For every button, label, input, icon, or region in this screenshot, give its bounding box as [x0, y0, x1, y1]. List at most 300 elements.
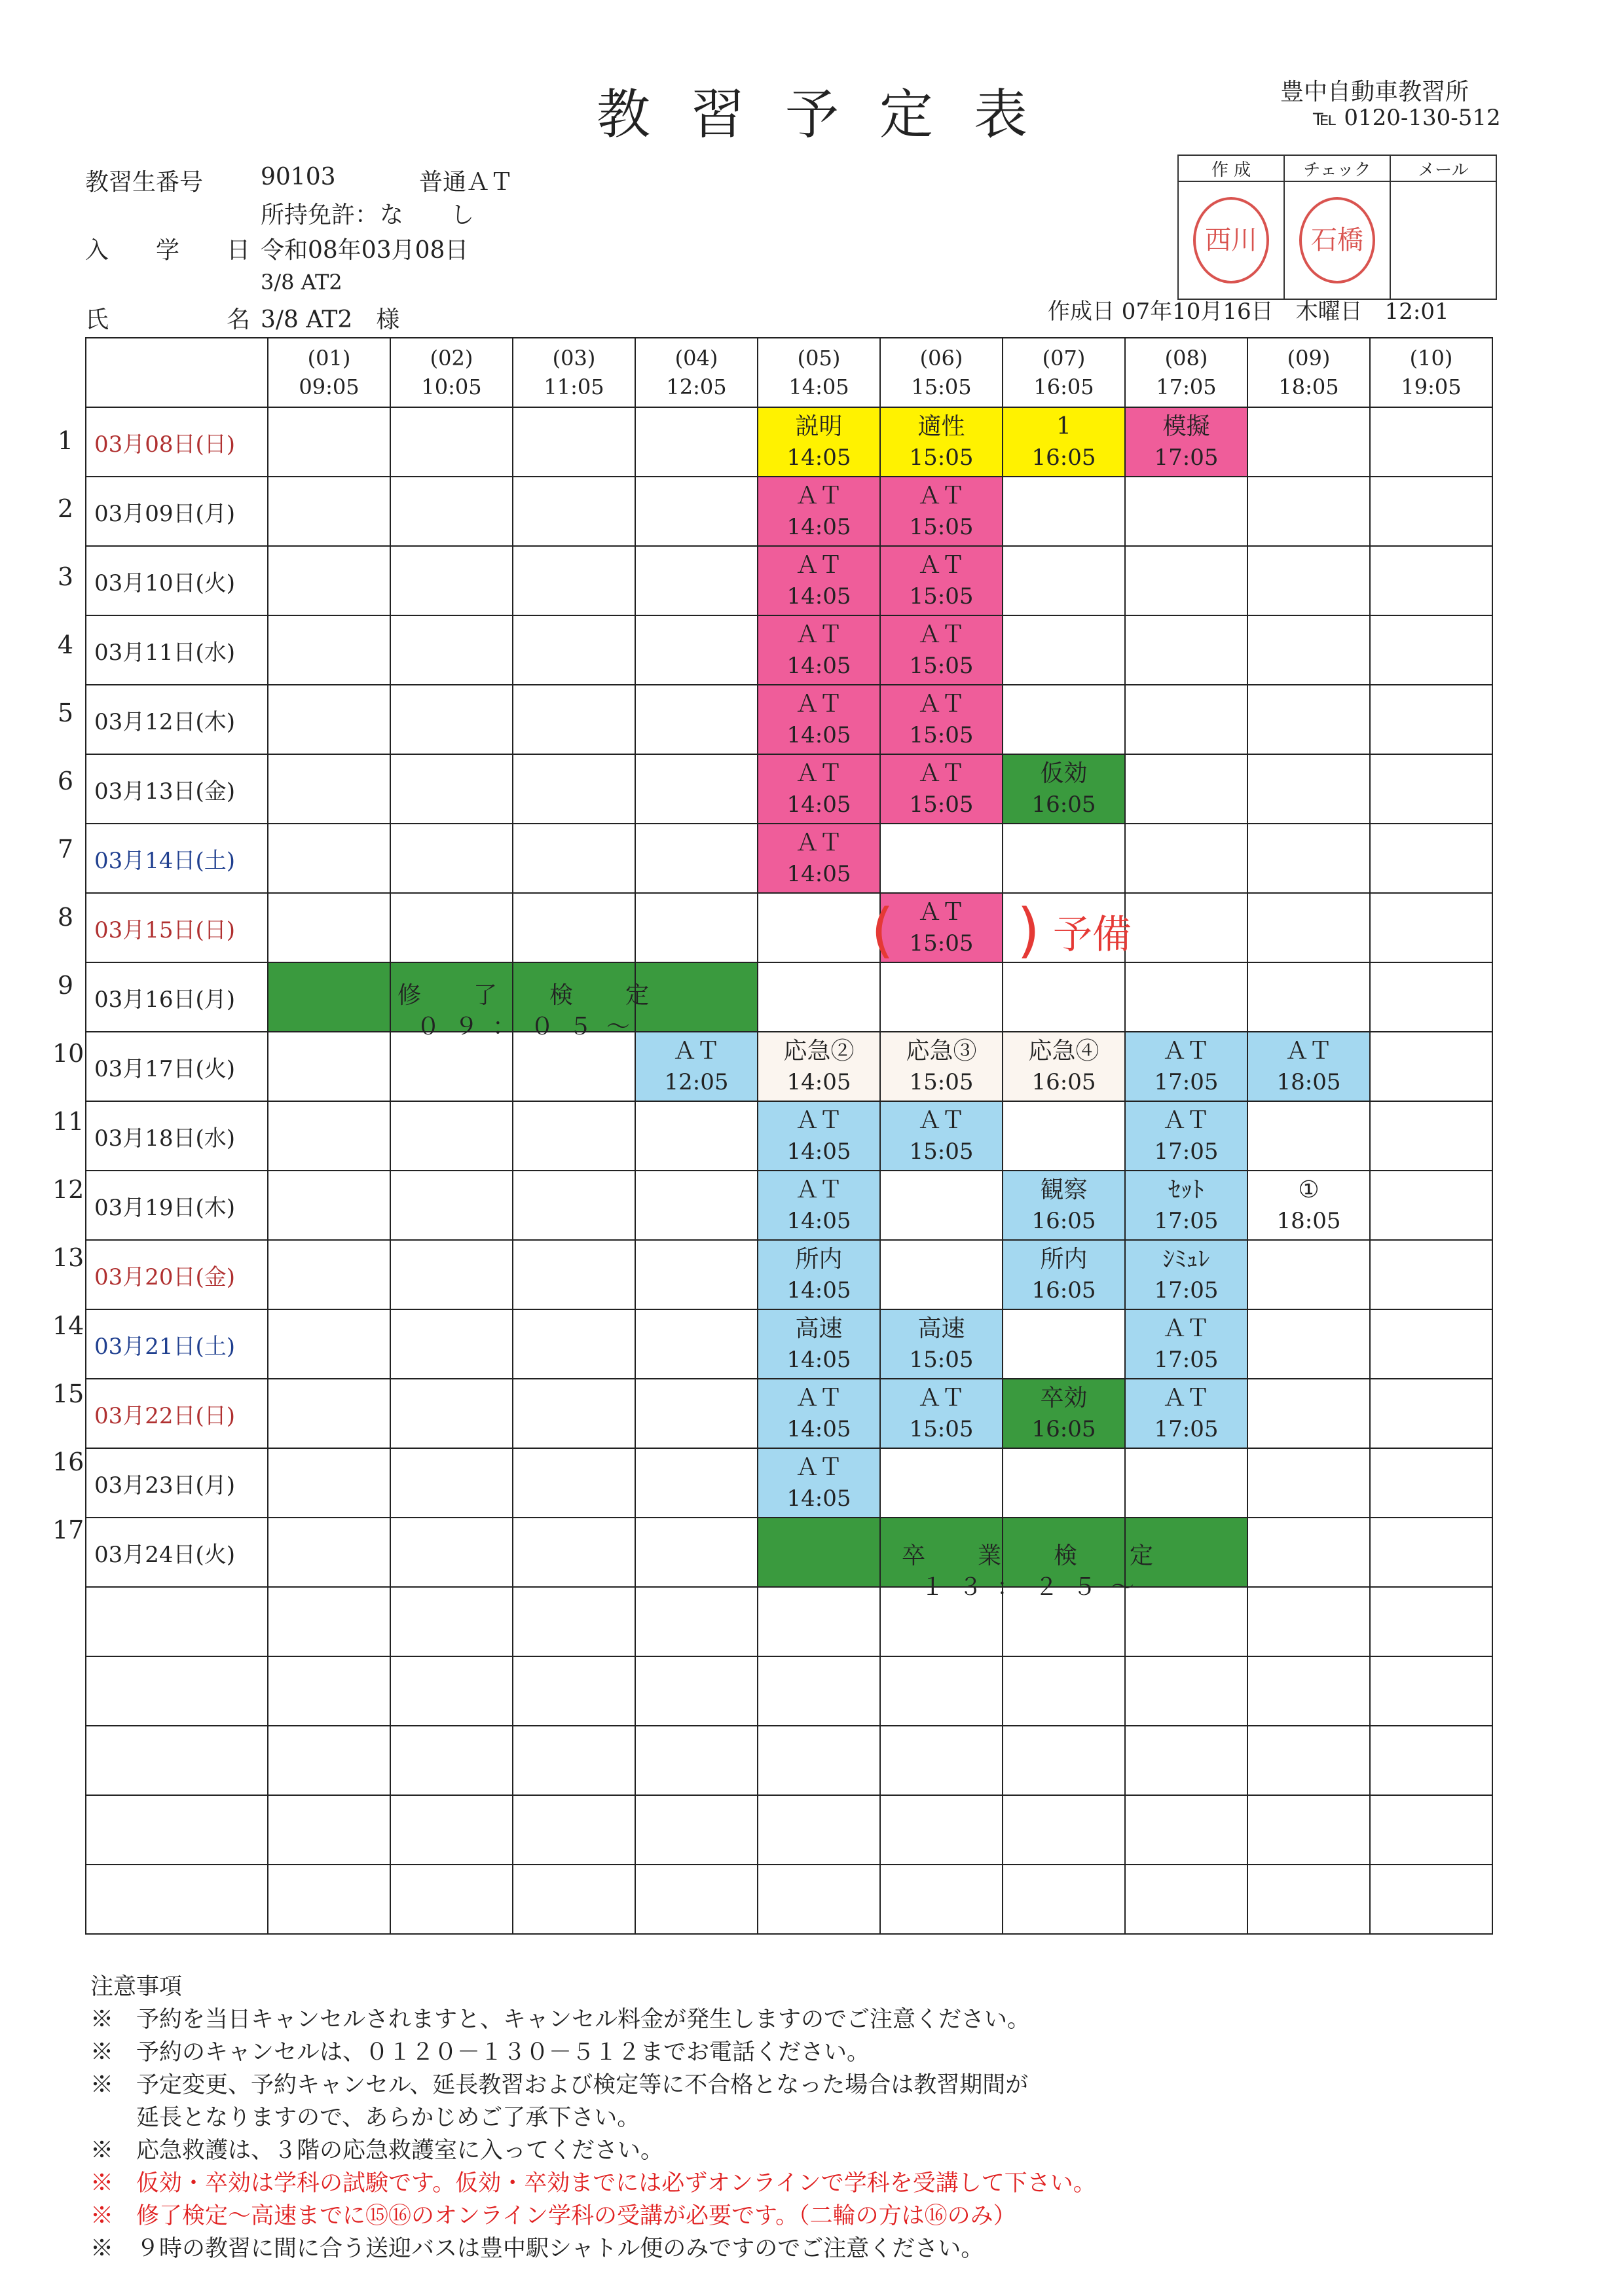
- lesson-time: 16:05: [1031, 1277, 1096, 1303]
- lesson-cell: [1370, 1171, 1492, 1240]
- stamp-header-check: チェック: [1284, 155, 1390, 181]
- period-header: [880, 338, 1003, 407]
- lesson-cell: [1003, 546, 1125, 615]
- period-number: (05): [797, 346, 841, 371]
- lesson-cell: [1370, 1240, 1492, 1309]
- lesson-cell: [1370, 1379, 1492, 1448]
- lesson-cell: [513, 407, 635, 477]
- lesson-time: 14:05: [786, 583, 851, 610]
- lesson-cell: [390, 1518, 513, 1587]
- row-number: 9: [57, 971, 74, 1000]
- lesson-cell: [758, 1240, 880, 1309]
- student-number: 90103: [261, 164, 336, 191]
- lesson-label: ＡＴ: [1162, 1315, 1210, 1342]
- lesson-time: 18:05: [1276, 1208, 1341, 1234]
- lesson-cell: [1247, 893, 1370, 962]
- completion-exam-banner: [347, 980, 714, 1043]
- lesson-time: 16:05: [1031, 1069, 1096, 1095]
- lesson-cell: [1125, 1032, 1247, 1101]
- lesson-cell: [1370, 1448, 1492, 1518]
- lesson-cell: [1247, 1865, 1370, 1934]
- lesson-time: 14:05: [786, 653, 851, 679]
- lesson-cell: [1370, 962, 1492, 1032]
- row-date: 03月18日(水): [86, 1101, 268, 1171]
- lesson-cell: [758, 754, 880, 824]
- lesson-cell: [1003, 685, 1125, 754]
- lesson-label: 応急④: [1028, 1038, 1099, 1065]
- note-item: ※ 予約のキャンセルは、０１２０－１３０－５１２までお電話ください。: [90, 2039, 870, 2066]
- lesson-cell: [513, 1726, 635, 1795]
- period-time: 18:05: [1278, 374, 1339, 399]
- lesson-cell: [880, 1865, 1003, 1934]
- lesson-cell: [880, 824, 1003, 893]
- stamp-header-mail: メール: [1390, 155, 1496, 181]
- lesson-cell: [635, 1171, 758, 1240]
- lesson-label: ＡＴ: [795, 483, 843, 509]
- lesson-time: 17:05: [1154, 1139, 1219, 1165]
- lesson-cell: [1247, 962, 1370, 1032]
- lesson-cell: [1125, 407, 1247, 477]
- period-number: (10): [1409, 346, 1453, 371]
- lesson-cell: [1370, 754, 1492, 824]
- lesson-cell: [390, 1795, 513, 1865]
- period-time: 14:05: [788, 374, 849, 399]
- lesson-time: 14:05: [786, 1069, 851, 1095]
- lesson-time: 17:05: [1154, 445, 1219, 471]
- lesson-cell: [1003, 615, 1125, 685]
- lesson-cell: [758, 1865, 880, 1934]
- lesson-cell: [513, 546, 635, 615]
- row-date: 03月14日(土): [86, 824, 268, 893]
- enroll-date: 令和08年03月08日: [261, 237, 469, 264]
- lesson-time: 14:05: [786, 1485, 851, 1512]
- lesson-cell: [1247, 1656, 1370, 1726]
- created-date: 作成日 07年10月16日 木曜日 12:01: [1048, 299, 1449, 325]
- lesson-cell: [1247, 1309, 1370, 1379]
- handwritten-reserve-note: 予備: [1053, 912, 1132, 958]
- lesson-cell: [268, 407, 390, 477]
- lesson-cell: [513, 1379, 635, 1448]
- lesson-cell: [1003, 1656, 1125, 1726]
- schedule-table: [85, 337, 1493, 1935]
- lesson-cell: [1247, 1795, 1370, 1865]
- seal-stamp-1: 西川: [1193, 197, 1269, 283]
- lesson-cell: [268, 1726, 390, 1795]
- lesson-time: 17:05: [1154, 1347, 1219, 1373]
- period-header: [513, 338, 635, 407]
- lesson-cell: [635, 407, 758, 477]
- row-number: 6: [57, 767, 74, 795]
- lesson-cell: [635, 754, 758, 824]
- lesson-cell: [1247, 1240, 1370, 1309]
- note-item: ※ ９時の教習に間に合う送迎バスは豊中駅シャトル便のみですのでご注意ください。: [90, 2236, 984, 2262]
- lesson-cell: [1247, 546, 1370, 615]
- lesson-cell: [513, 1656, 635, 1726]
- lesson-time: 15:05: [909, 653, 974, 679]
- lesson-cell: [1125, 1171, 1247, 1240]
- row-date: 03月15日(日): [86, 893, 268, 962]
- lesson-time: 14:05: [786, 1347, 851, 1373]
- lesson-cell: [635, 546, 758, 615]
- schedule-row: [86, 1032, 1492, 1101]
- lesson-cell: [513, 1101, 635, 1171]
- lesson-cell: [390, 615, 513, 685]
- row-date: 03月23日(月): [86, 1448, 268, 1518]
- lesson-cell: [1370, 685, 1492, 754]
- period-time: 09:05: [299, 374, 360, 399]
- schedule-row: [86, 824, 1492, 893]
- lesson-cell: [880, 1240, 1003, 1309]
- lesson-cell: [1125, 546, 1247, 615]
- period-time: 15:05: [911, 374, 972, 399]
- lesson-cell: [1247, 1171, 1370, 1240]
- lesson-cell: [635, 1865, 758, 1934]
- period-number: (07): [1042, 346, 1086, 371]
- lesson-time: 16:05: [1031, 1208, 1096, 1234]
- row-date: 03月16日(月): [86, 962, 268, 1032]
- lesson-label: ＡＴ: [795, 1176, 843, 1203]
- lesson-cell: [1003, 1171, 1125, 1240]
- row-date: 03月08日(日): [86, 407, 268, 477]
- lesson-cell: [880, 893, 1003, 962]
- lesson-time: 14:05: [786, 1277, 851, 1303]
- lesson-cell: [1247, 685, 1370, 754]
- lesson-cell: [1247, 1448, 1370, 1518]
- lesson-label: ＡＴ: [795, 552, 843, 579]
- lesson-cell: [390, 407, 513, 477]
- lesson-cell: [1003, 962, 1125, 1032]
- row-number: 13: [52, 1243, 84, 1272]
- lesson-cell: [513, 824, 635, 893]
- lesson-cell: [268, 546, 390, 615]
- lesson-time: 14:05: [786, 861, 851, 887]
- lesson-cell: [390, 685, 513, 754]
- lesson-label: ＡＴ: [1162, 1385, 1210, 1412]
- lesson-cell: [390, 1865, 513, 1934]
- lesson-cell: [1125, 615, 1247, 685]
- lesson-cell: [758, 615, 880, 685]
- period-header: [1247, 338, 1370, 407]
- name-label: 氏 名: [85, 306, 251, 333]
- lesson-time: 16:05: [1031, 1416, 1096, 1442]
- lesson-cell: [513, 754, 635, 824]
- lesson-time: 17:05: [1154, 1416, 1219, 1442]
- lesson-label: ＡＴ: [1162, 1038, 1210, 1065]
- lesson-label: ＡＴ: [917, 1385, 965, 1412]
- lesson-cell: [635, 615, 758, 685]
- student-number-label: 教習生番号: [85, 169, 204, 196]
- lesson-time: 15:05: [909, 722, 974, 748]
- student-name: 3/8 AT2 様: [261, 306, 400, 333]
- lesson-cell: [390, 824, 513, 893]
- schedule-row: [86, 546, 1492, 615]
- period-header: [268, 338, 390, 407]
- schedule-row: [86, 1171, 1492, 1240]
- lesson-cell: [390, 477, 513, 546]
- lesson-cell: [1003, 1032, 1125, 1101]
- lesson-cell: [758, 1587, 880, 1656]
- lesson-cell: [513, 1518, 635, 1587]
- notes-title: 注意事項: [90, 1974, 183, 2000]
- lesson-cell: [1370, 1032, 1492, 1101]
- lesson-label: 高速: [795, 1315, 843, 1342]
- period-number: (09): [1287, 346, 1331, 371]
- lesson-label: ｾｯﾄ: [1168, 1176, 1204, 1203]
- lesson-label: ＡＴ: [795, 1454, 843, 1481]
- lesson-cell: [1125, 1101, 1247, 1171]
- period-header: [1003, 338, 1125, 407]
- lesson-cell: [390, 1726, 513, 1795]
- period-number: (08): [1164, 346, 1208, 371]
- stamp-header-created: 作 成: [1178, 155, 1284, 181]
- lesson-cell: [268, 1379, 390, 1448]
- row-date: [86, 1726, 268, 1795]
- lesson-cell: [1370, 1865, 1492, 1934]
- lesson-label: ＡＴ: [795, 691, 843, 718]
- period-number: (01): [307, 346, 351, 371]
- lesson-cell: [635, 1518, 758, 1587]
- lesson-label: ＡＴ: [1162, 1107, 1210, 1134]
- lesson-cell: [635, 1726, 758, 1795]
- lesson-cell: [390, 754, 513, 824]
- lesson-label: ①: [1298, 1176, 1320, 1203]
- schedule-row: [86, 407, 1492, 477]
- lesson-cell: [1370, 1656, 1492, 1726]
- row-date: [86, 1587, 268, 1656]
- lesson-cell: [880, 1379, 1003, 1448]
- lesson-cell: [758, 1448, 880, 1518]
- lesson-time: 14:05: [786, 792, 851, 818]
- lesson-cell: [758, 1032, 880, 1101]
- lesson-cell: [513, 1865, 635, 1934]
- lesson-cell: [1003, 477, 1125, 546]
- lesson-time: 17:05: [1154, 1208, 1219, 1234]
- lesson-time: 15:05: [909, 1069, 974, 1095]
- lesson-cell: [1003, 754, 1125, 824]
- schedule-row: [86, 1726, 1492, 1795]
- row-number: 10: [52, 1039, 84, 1068]
- lesson-label: ＡＴ: [917, 621, 965, 648]
- lesson-cell: [1125, 1726, 1247, 1795]
- lesson-cell: [880, 615, 1003, 685]
- schedule-row: [86, 1101, 1492, 1171]
- student-note: 3/8 AT2: [261, 270, 342, 295]
- period-number: (06): [919, 346, 963, 371]
- lesson-cell: [635, 1448, 758, 1518]
- lesson-cell: [880, 1309, 1003, 1379]
- row-date: 03月10日(火): [86, 546, 268, 615]
- lesson-time: 15:05: [909, 930, 974, 957]
- lesson-cell: [268, 1101, 390, 1171]
- lesson-cell: [1125, 1379, 1247, 1448]
- lesson-cell: [880, 1448, 1003, 1518]
- lesson-cell: [880, 1032, 1003, 1101]
- lesson-cell: [1125, 1865, 1247, 1934]
- lesson-label: ＡＴ: [917, 552, 965, 579]
- lesson-cell: [1003, 1379, 1125, 1448]
- lesson-cell: [268, 1309, 390, 1379]
- lesson-cell: [880, 477, 1003, 546]
- lesson-label: 模擬: [1162, 413, 1210, 440]
- lesson-label: ＡＴ: [917, 691, 965, 718]
- lesson-cell: [268, 477, 390, 546]
- lesson-cell: [1125, 1795, 1247, 1865]
- lesson-cell: [635, 685, 758, 754]
- period-header: [1125, 338, 1247, 407]
- note-item: ※ 予約を当日キャンセルされますと、キャンセル料金が発生しますのでご注意ください。: [90, 2007, 1031, 2033]
- lesson-cell: [758, 1795, 880, 1865]
- row-number: 15: [52, 1379, 84, 1408]
- lesson-label: 応急③: [906, 1038, 977, 1065]
- row-number: 16: [52, 1448, 84, 1476]
- lesson-cell: [1247, 407, 1370, 477]
- lesson-cell: [635, 1309, 758, 1379]
- lesson-time: 15:05: [909, 445, 974, 471]
- lesson-cell: [635, 1587, 758, 1656]
- note-item: ※ 修了検定～高速までに⑮⑯のオンライン学科の受講が必要です。（二輪の方は⑯のみ）: [90, 2203, 1016, 2229]
- schedule-row: [86, 1587, 1492, 1656]
- period-time: 17:05: [1156, 374, 1217, 399]
- lesson-time: 16:05: [1031, 445, 1096, 471]
- lesson-cell: [390, 1656, 513, 1726]
- lesson-cell: [1003, 1795, 1125, 1865]
- lesson-cell: [880, 407, 1003, 477]
- lesson-cell: [268, 1518, 390, 1587]
- lesson-time: 12:05: [664, 1069, 729, 1095]
- period-header: [1370, 338, 1492, 407]
- row-number: 7: [57, 835, 74, 864]
- lesson-cell: [1125, 824, 1247, 893]
- lesson-cell: [1370, 615, 1492, 685]
- row-date: [86, 1656, 268, 1726]
- lesson-label: ＡＴ: [1285, 1038, 1333, 1065]
- lesson-label: 卒効: [1040, 1385, 1088, 1412]
- row-number: 3: [57, 562, 74, 591]
- license-label: 所持免許：: [261, 202, 379, 228]
- lesson-cell: [1125, 962, 1247, 1032]
- period-number: (02): [430, 346, 473, 371]
- completion-exam-label: 修 了 検 定: [397, 982, 663, 1009]
- lesson-time: 14:05: [786, 445, 851, 471]
- graduation-exam-time: １３：２５～: [920, 1574, 1149, 1601]
- lesson-label: ＡＴ: [917, 760, 965, 787]
- lesson-label: ＡＴ: [795, 829, 843, 856]
- schedule-row: [86, 1865, 1492, 1934]
- lesson-label: 適性: [917, 413, 965, 440]
- lesson-cell: [880, 1726, 1003, 1795]
- lesson-cell: [1125, 1448, 1247, 1518]
- lesson-time: 14:05: [786, 722, 851, 748]
- stamp-cell-mail: [1390, 181, 1496, 299]
- row-date: 03月09日(月): [86, 477, 268, 546]
- stamp-cell-check: [1284, 181, 1390, 299]
- lesson-cell: [880, 962, 1003, 1032]
- lesson-cell: [268, 1865, 390, 1934]
- enroll-label: 入 学 日: [85, 237, 251, 264]
- lesson-cell: [1370, 824, 1492, 893]
- row-number: 4: [57, 630, 74, 659]
- lesson-cell: [268, 1795, 390, 1865]
- lesson-label: ＡＴ: [917, 899, 965, 926]
- lesson-cell: [513, 685, 635, 754]
- lesson-cell: [513, 615, 635, 685]
- lesson-cell: [758, 1171, 880, 1240]
- lesson-cell: [880, 1795, 1003, 1865]
- period-number: (04): [674, 346, 718, 371]
- lesson-cell: [513, 477, 635, 546]
- row-number: 14: [52, 1311, 84, 1340]
- lesson-cell: [390, 1309, 513, 1379]
- lesson-cell: [390, 546, 513, 615]
- completion-exam-time: ０９：０５～: [416, 1013, 644, 1040]
- lesson-time: 14:05: [786, 1139, 851, 1165]
- period-time: 12:05: [666, 374, 727, 399]
- lesson-cell: [758, 1379, 880, 1448]
- lesson-cell: [1003, 1240, 1125, 1309]
- lesson-cell: [1370, 1726, 1492, 1795]
- lesson-cell: [1370, 407, 1492, 477]
- row-date: 03月11日(水): [86, 615, 268, 685]
- row-number: 17: [52, 1516, 84, 1544]
- lesson-time: 15:05: [909, 514, 974, 540]
- row-date: [86, 1865, 268, 1934]
- lesson-cell: [758, 1656, 880, 1726]
- lesson-cell: [758, 1518, 880, 1587]
- graduation-exam-banner: [864, 1540, 1205, 1603]
- lesson-cell: [1370, 546, 1492, 615]
- lesson-cell: [390, 1448, 513, 1518]
- schedule-row: [86, 1309, 1492, 1379]
- lesson-label: ＡＴ: [795, 1107, 843, 1134]
- lesson-cell: [1125, 685, 1247, 754]
- lesson-cell: [1370, 893, 1492, 962]
- lesson-label: 高速: [917, 1315, 965, 1342]
- lesson-label: 応急②: [783, 1038, 855, 1065]
- lesson-cell: [513, 1448, 635, 1518]
- period-time: 16:05: [1033, 374, 1094, 399]
- lesson-cell: [758, 685, 880, 754]
- period-number: (03): [552, 346, 596, 371]
- schedule-row: [86, 893, 1492, 962]
- header-corner: [86, 338, 268, 407]
- row-date: 03月17日(火): [86, 1032, 268, 1101]
- lesson-cell: [635, 1240, 758, 1309]
- graduation-exam-label: 卒 業 検 定: [901, 1542, 1168, 1569]
- course-type: 普通ＡＴ: [419, 169, 514, 196]
- lesson-cell: [1125, 1656, 1247, 1726]
- lesson-cell: [513, 893, 635, 962]
- lesson-cell: [880, 754, 1003, 824]
- handwritten-open-paren: (: [871, 896, 895, 965]
- lesson-cell: [880, 1656, 1003, 1726]
- row-date: 03月12日(木): [86, 685, 268, 754]
- lesson-label: ＡＴ: [795, 621, 843, 648]
- lesson-label: 所内: [1040, 1246, 1088, 1273]
- row-date: 03月13日(金): [86, 754, 268, 824]
- lesson-cell: [1125, 477, 1247, 546]
- schedule-row: [86, 1795, 1492, 1865]
- license-value: な し: [380, 202, 475, 228]
- lesson-cell: [635, 1795, 758, 1865]
- lesson-cell: [1247, 615, 1370, 685]
- lesson-cell: [635, 1656, 758, 1726]
- lesson-cell: [758, 1309, 880, 1379]
- row-date: 03月22日(日): [86, 1379, 268, 1448]
- lesson-time: 16:05: [1031, 792, 1096, 818]
- lesson-cell: [880, 1171, 1003, 1240]
- period-time: 11:05: [544, 374, 604, 399]
- lesson-cell: [758, 824, 880, 893]
